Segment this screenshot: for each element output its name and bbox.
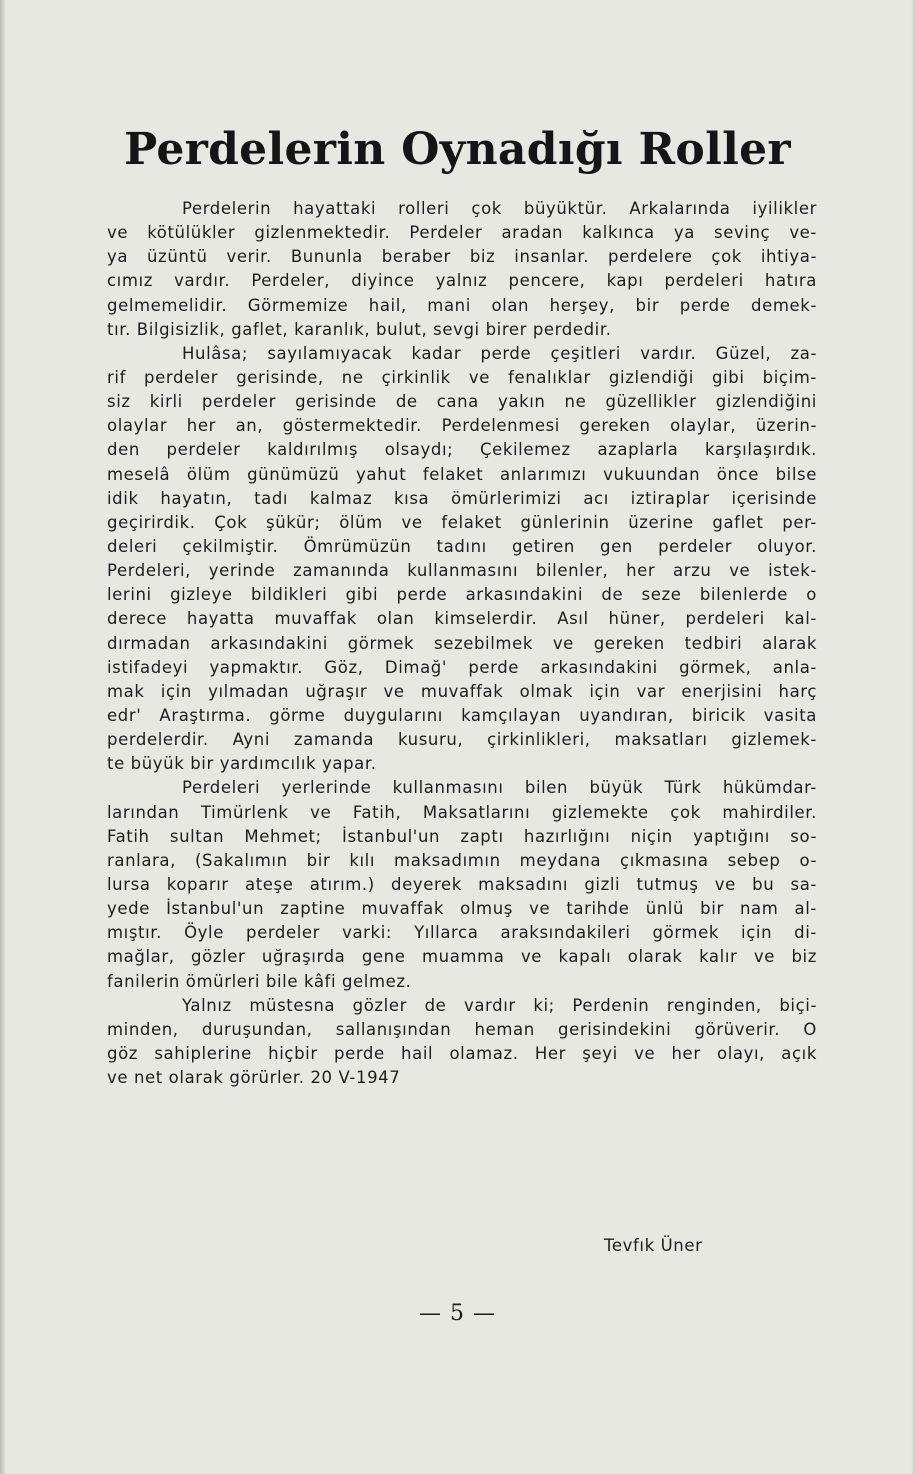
text-line: larından Timürlenk ve Fatih, Maksatlarını gizlemekte çok mahirdiler. [107, 802, 817, 822]
text-line: derece hayatta muvaffak olan kimselerdir. Asıl hüner, perdeleri kal- [107, 609, 817, 629]
text-line: yede İstanbul'un zaptine muvaffak olmuş ve tarihde ünlü bir nam al- [107, 899, 817, 919]
body-text [107, 197, 817, 1090]
page-number: — 5 — [419, 1301, 496, 1326]
text-line: deleri çekilmiştir. Ömrümüzün tadını getiren gen perdeler oluyor. [107, 536, 817, 556]
text-line: Perdeleri, yerinde zamanında kullanmasını bilenler, her arzu ve istek- [107, 561, 817, 581]
text-line: rif perdeler gerisinde, ne çirkinlik ve fenalıklar gizlendiği gibi biçim- [107, 367, 817, 387]
text-line: lursa koparır ateşe atırım.) deyerek maksadını gizli tutmuş ve bu sa- [107, 874, 817, 894]
text-line: Perdelerin hayattaki rolleri çok büyüktür. Arkalarında iyilikler [182, 199, 817, 218]
page-title: Perdelerin Oynadığı Roller [124, 124, 791, 175]
text-line: Fatih sultan Mehmet; İstanbul'un zaptı hazırlığını niçin yaptığını so- [107, 826, 817, 846]
text-line: mak için yılmadan uğraşır ve muvaffak olmak için var enerjisini harç [107, 681, 817, 701]
text-line: perdelerdir. Ayni zamanda kusuru, çirkinlikleri, maksatları gizlemek- [107, 730, 817, 750]
text-line: dırmadan arkasındakini görmek sezebilmek ve gereken tedbiri alarak [107, 633, 817, 653]
text-line: ya üzüntü verir. Bununla beraber biz insanlar. perdelere çok ihtiya- [107, 247, 817, 267]
text-line: Perdeleri yerlerinde kullanmasını bilen büyük Türk hükümdar- [182, 778, 817, 798]
text-line: göz sahiplerine hiçbir perde hail olamaz. Her şeyi ve her olayı, açık [107, 1043, 817, 1063]
text-line: gelmemelidir. Görmemize hail, mani olan herşey, bir perde demek- [107, 295, 817, 315]
text-line: mağlar, gözler uğraşırda gene muamma ve kapalı olarak kalır ve biz [107, 947, 817, 967]
text-line: meselâ ölüm günümüzü yahut felaket anlarımızı vukuundan önce bilse [107, 464, 817, 484]
text-line: ve net olarak görürler. 20 V-1947 [107, 1068, 401, 1088]
text-line: siz kirli perdeler gerisinde de cana yakın ne güzellikler gizlendiğini [107, 392, 817, 412]
text-line: ve kötülükler gizlenmektedir. Perdeler aradan kalkınca ya sevinç ve- [107, 223, 817, 243]
text-line: lerini gizleye bildikleri gibi perde arkasındakini de seze bilenlerde o [107, 585, 817, 605]
page-edge-shadow-right [911, 0, 915, 1474]
text-line: idik hayatın, tadı kalmaz kısa ömürlerimizi acı iztiraplar içerisinde [107, 488, 817, 508]
text-line: den perdeler kaldırılmış olsaydı; Çekilemez azaplarla karşılaşırdık. [107, 440, 817, 460]
text-line: mıştır. Öyle perdeler varki: Yıllarca araksındakileri görmek için di- [107, 923, 817, 943]
text-line: istifadeyi yapmaktır. Göz, Dimağ' perde arkasındakini görmek, anla- [107, 657, 817, 677]
page-edge-shadow-left [0, 0, 6, 1474]
text-line: edr' Araştırma. görme duygularını kamçılayan uyandıran, biricik vasita [107, 705, 817, 725]
text-line: Hulâsa; sayılamıyacak kadar perde çeşitleri vardır. Güzel, za- [182, 343, 817, 363]
signature: Tevfık Üner [604, 1236, 703, 1255]
text-line: ranlara, (Sakalımın bir kılı maksadımın meydana çıkmasına sebep o- [107, 850, 817, 870]
text-line: minden, duruşundan, sallanışından heman gerisindekini görüverir. O [107, 1019, 817, 1039]
text-line: geçirirdik. Çok şükür; ölüm ve felaket günlerinin üzerine gaflet per- [107, 512, 817, 532]
text-line: olaylar her an, göstermektedir. Perdelenmesi gereken olaylar, üzerin- [107, 416, 817, 436]
text-line: Yalnız müstesna gözler de vardır ki; Perdenin renginden, biçi- [182, 995, 817, 1015]
text-line: te büyük bir yardımcılık yapar. [107, 754, 377, 774]
text-line: tır. Bilgisizlik, gaflet, karanlık, bulut, sevgi birer perdedir. [107, 319, 612, 339]
text-line: fanilerin ömürleri bile kâfi gelmez. [107, 971, 412, 991]
text-line: cımız vardır. Perdeler, diyince yalnız pencere, kapı perdeleri hatıra [107, 271, 817, 291]
